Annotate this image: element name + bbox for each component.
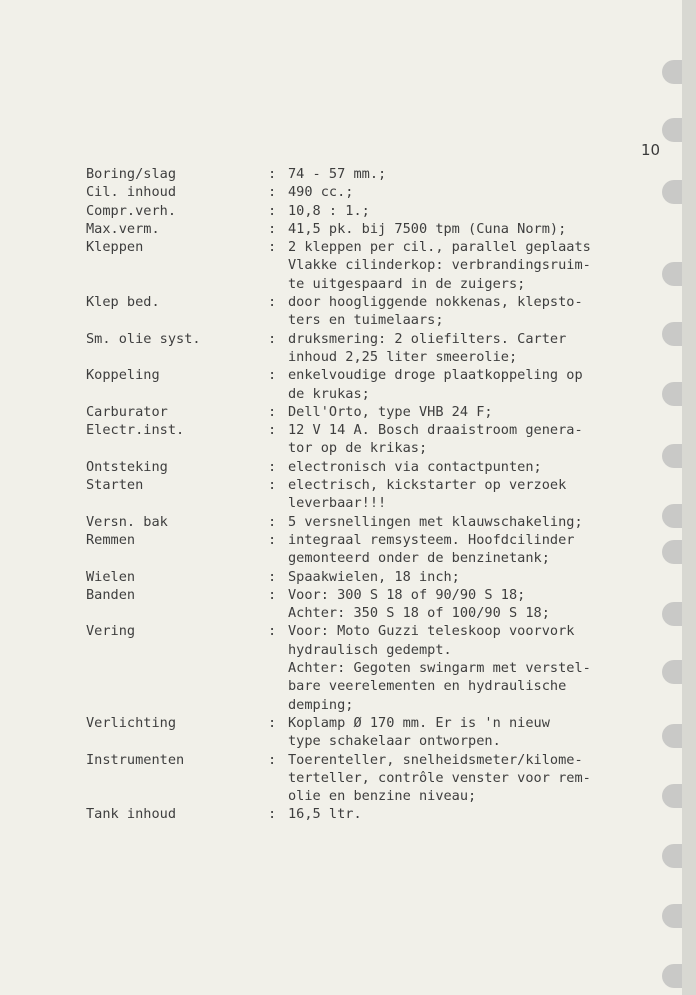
spec-row bbox=[86, 531, 676, 568]
spec-separator: : bbox=[268, 513, 277, 530]
spec-value-line: 5 versnellingen met klauwschakeling; bbox=[288, 513, 583, 530]
spec-row bbox=[86, 476, 676, 513]
spec-label: Sm. olie syst. bbox=[86, 330, 201, 347]
spec-value bbox=[288, 458, 676, 476]
spec-value bbox=[288, 403, 676, 421]
spec-value-line: enkelvoudige droge plaatkoppeling op bbox=[288, 367, 583, 384]
spec-value bbox=[288, 622, 676, 713]
spec-value-line: Spaakwielen, 18 inch; bbox=[288, 568, 460, 585]
spec-value-line: Koplamp Ø 170 mm. Er is 'n nieuw bbox=[288, 714, 550, 731]
spec-row bbox=[86, 202, 676, 220]
binder-hole-icon bbox=[662, 262, 682, 286]
spec-separator: : bbox=[268, 294, 277, 311]
spec-row bbox=[86, 293, 676, 330]
spec-separator: : bbox=[268, 531, 277, 548]
spec-value bbox=[288, 586, 676, 623]
spec-value-line: inhoud 2,25 liter smeerolie; bbox=[288, 348, 518, 365]
spec-value bbox=[288, 220, 676, 238]
spec-separator: : bbox=[268, 751, 277, 768]
spec-row bbox=[86, 403, 676, 421]
spec-value-line: Vlakke cilinderkop: verbrandingsruim- bbox=[288, 257, 591, 274]
spec-row bbox=[86, 220, 676, 238]
spec-label: Ontsteking bbox=[86, 458, 168, 475]
spec-row bbox=[86, 513, 676, 531]
spec-label: Remmen bbox=[86, 531, 136, 548]
spec-separator: : bbox=[268, 568, 277, 585]
binder-hole-icon bbox=[662, 844, 682, 868]
page-number: 10 bbox=[641, 141, 661, 159]
spec-value-line: 490 cc.; bbox=[288, 184, 354, 201]
spec-value bbox=[288, 238, 676, 293]
spec-value bbox=[288, 476, 676, 513]
spec-separator: : bbox=[268, 586, 277, 603]
spec-value bbox=[288, 568, 676, 586]
spec-value bbox=[288, 751, 676, 806]
binder-hole-icon bbox=[662, 904, 682, 928]
spec-row bbox=[86, 421, 676, 458]
binder-hole-icon bbox=[662, 602, 682, 626]
spec-separator: : bbox=[268, 220, 277, 237]
spec-value bbox=[288, 714, 676, 751]
spec-value-line: 10,8 : 1.; bbox=[288, 202, 370, 219]
spec-row bbox=[86, 751, 676, 806]
spec-separator: : bbox=[268, 202, 277, 219]
spec-value-line: Dell'Orto, type VHB 24 F; bbox=[288, 403, 493, 420]
spec-value-line: gemonteerd onder de benzinetank; bbox=[288, 550, 550, 567]
binder-hole-icon bbox=[662, 964, 682, 988]
spec-value-line: Voor: Moto Guzzi teleskoop voorvork bbox=[288, 623, 575, 640]
spec-label: Cil. inhoud bbox=[86, 184, 177, 201]
spec-value bbox=[288, 165, 676, 183]
spec-label: Max.verm. bbox=[86, 220, 160, 237]
spec-label: Boring/slag bbox=[86, 166, 177, 182]
spec-label: Koppeling bbox=[86, 367, 160, 384]
spec-label: Wielen bbox=[86, 568, 136, 585]
binder-hole-icon bbox=[662, 322, 682, 346]
spec-label: Klep bed. bbox=[86, 294, 160, 311]
spec-row bbox=[86, 586, 676, 623]
binder-hole-icon bbox=[662, 118, 682, 142]
spec-value-line: Toerenteller, snelheidsmeter/kilome- bbox=[288, 751, 583, 768]
spec-separator: : bbox=[268, 714, 277, 731]
spec-value bbox=[288, 421, 676, 458]
spec-label: Tank inhoud bbox=[86, 806, 177, 823]
spec-value-line: olie en benzine niveau; bbox=[288, 788, 477, 805]
binder-hole-icon bbox=[662, 660, 682, 684]
spec-row bbox=[86, 330, 676, 367]
spec-value bbox=[288, 330, 676, 367]
spec-label: Verlichting bbox=[86, 714, 177, 731]
spec-value-line: electronisch via contactpunten; bbox=[288, 458, 542, 475]
spec-separator: : bbox=[268, 166, 277, 182]
spec-value-line: 16,5 ltr. bbox=[288, 806, 362, 823]
spec-row bbox=[86, 238, 676, 293]
spec-value bbox=[288, 513, 676, 531]
spec-value-line: demping; bbox=[288, 696, 354, 713]
spec-label: Instrumenten bbox=[86, 751, 185, 768]
spec-row bbox=[86, 714, 676, 751]
spec-separator: : bbox=[268, 239, 277, 256]
spec-row bbox=[86, 165, 676, 183]
spec-separator: : bbox=[268, 422, 277, 439]
spec-value-line: terteller, contrôle venster voor rem- bbox=[288, 769, 591, 786]
binder-hole-icon bbox=[662, 60, 682, 84]
spec-label: Electr.inst. bbox=[86, 422, 185, 439]
binder-hole-icon bbox=[662, 504, 682, 528]
spec-value bbox=[288, 366, 676, 403]
spec-label: Carburator bbox=[86, 403, 168, 420]
spec-value bbox=[288, 531, 676, 568]
binder-hole-icon bbox=[662, 382, 682, 406]
spec-label: Vering bbox=[86, 623, 136, 640]
spec-value-line: tor op de krikas; bbox=[288, 440, 428, 457]
spec-value-line: type schakelaar ontworpen. bbox=[288, 733, 501, 750]
spec-value-line: Voor: 300 S 18 of 90/90 S 18; bbox=[288, 586, 526, 603]
spec-value-line: electrisch, kickstarter op verzoek bbox=[288, 477, 567, 494]
spec-separator: : bbox=[268, 330, 277, 347]
spec-value bbox=[288, 202, 676, 220]
spec-separator: : bbox=[268, 806, 277, 823]
binder-hole-icon bbox=[662, 540, 682, 564]
spec-table bbox=[86, 165, 676, 824]
spec-value-line: Achter: 350 S 18 of 100/90 S 18; bbox=[288, 605, 550, 622]
spec-value-line: druksmering: 2 oliefilters. Carter bbox=[288, 330, 567, 347]
spec-label: Kleppen bbox=[86, 239, 144, 256]
spec-row bbox=[86, 458, 676, 476]
spec-value-line: 2 kleppen per cil., parallel geplaats bbox=[288, 239, 591, 256]
spec-value-line: integraal remsysteem. Hoofdcilinder bbox=[288, 531, 575, 548]
binder-holes bbox=[662, 0, 682, 995]
spec-row bbox=[86, 366, 676, 403]
spec-value-line: bare veerelementen en hydraulische bbox=[288, 678, 567, 695]
spec-value-line: 74 - 57 mm.; bbox=[288, 166, 387, 182]
spec-separator: : bbox=[268, 184, 277, 201]
spec-separator: : bbox=[268, 623, 277, 640]
spec-label: Starten bbox=[86, 477, 144, 494]
spec-value-line: 41,5 pk. bij 7500 tpm (Cuna Norm); bbox=[288, 220, 567, 237]
spec-row bbox=[86, 622, 676, 713]
spec-value bbox=[288, 805, 676, 823]
spec-separator: : bbox=[268, 458, 277, 475]
binder-hole-icon bbox=[662, 724, 682, 748]
spec-value-line: hydraulisch gedempt. bbox=[288, 641, 452, 658]
spec-row bbox=[86, 568, 676, 586]
binder-hole-icon bbox=[662, 444, 682, 468]
spec-value bbox=[288, 293, 676, 330]
spec-value-line: ters en tuimelaars; bbox=[288, 312, 444, 329]
spec-value-line: door hoogliggende nokkenas, klepsto- bbox=[288, 294, 583, 311]
spec-separator: : bbox=[268, 367, 277, 384]
spec-value-line: 12 V 14 A. Bosch draaistroom genera- bbox=[288, 422, 583, 439]
binder-hole-icon bbox=[662, 784, 682, 808]
spec-value bbox=[288, 183, 676, 201]
binder-hole-icon bbox=[662, 180, 682, 204]
spec-label: Banden bbox=[86, 586, 136, 603]
spec-label: Versn. bak bbox=[86, 513, 168, 530]
spec-value-line: Achter: Gegoten swingarm met verstel- bbox=[288, 660, 591, 677]
spec-value-line: leverbaar!!! bbox=[288, 495, 387, 512]
spec-row bbox=[86, 805, 676, 823]
spec-separator: : bbox=[268, 403, 277, 420]
spec-value-line: te uitgespaard in de zuigers; bbox=[288, 275, 526, 292]
spec-row bbox=[86, 183, 676, 201]
spec-value-line: de krukas; bbox=[288, 385, 370, 402]
spec-separator: : bbox=[268, 477, 277, 494]
spec-label: Compr.verh. bbox=[86, 202, 177, 219]
